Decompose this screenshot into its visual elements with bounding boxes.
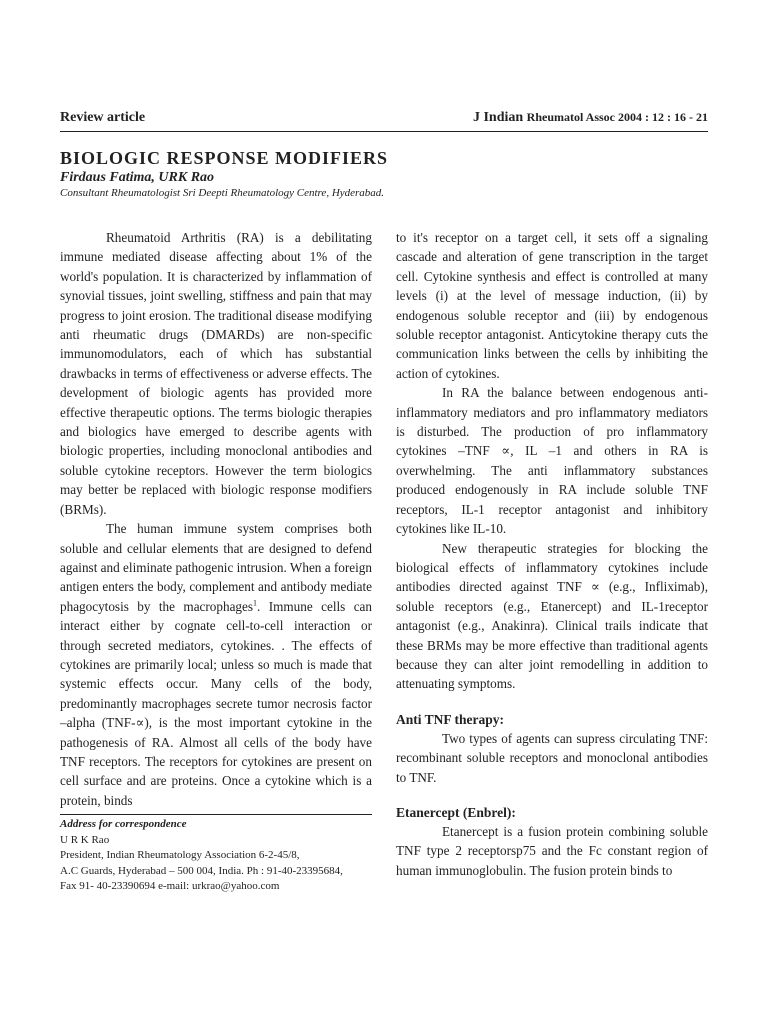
journal-details: Rheumatol Assoc 2004 : 12 : 16 - 21 bbox=[526, 110, 708, 124]
section-heading-etanercept: Etanercept (Enbrel): bbox=[396, 804, 516, 820]
correspondence-line: A.C Guards, Hyderabad – 500 004, India. Ph : 91-40-23395684, bbox=[60, 864, 343, 877]
paragraph-text: . Immune cells can interact either by cognate cell-to-cell interaction or through secreted mediators, cytokines. . The effects of cytokines are primarily local; unless so much is made that systemic effects occur. Many cells of the body, predominantly macrophages secrete tumor necrosis factor –alpha (TNF-∝), is the most important cytokine in the pathogenesis of RA. Almost all cells of the body have TNF receptors. The receptors for cytokines are present on cell surface and are proteins. Once a cytokine which is a protein, binds bbox=[60, 598, 373, 808]
correspondence-line: President, Indian Rheumatology Association 6-2-45/8, bbox=[60, 849, 300, 861]
correspondence-name: U R K Rao bbox=[60, 833, 110, 846]
header-rule bbox=[60, 131, 708, 132]
footnote-rule bbox=[60, 814, 372, 815]
paragraph: New therapeutic strategies for blocking the biological effects of inflammatory cytokines include antibodies directed against TNF ∝ (e.g., Infliximab), soluble receptors (e.g., Etanercept) and IL-1receptor antagonist (e.g., Anakinra). Clinical trails indicate that these BRMs may be more effective than traditional agents because they can alter joint remodelling in addition to attenuating symptoms. bbox=[396, 540, 708, 692]
paragraph: Two types of agents can supress circulating TNF: recombinant soluble receptors and monoclonal antibodies to TNF. bbox=[396, 730, 708, 785]
affiliation: Consultant Rheumatologist Sri Deepti Rheumatology Centre, Hyderabad. bbox=[60, 187, 385, 199]
paragraph: Etanercept is a fusion protein combining soluble TNF type 2 receptorsp75 and the Fc constant region of human immunoglobulin. The fusion protein binds to bbox=[396, 823, 708, 878]
section-spacer bbox=[396, 694, 708, 710]
paragraph bbox=[60, 519, 372, 810]
paragraph: In RA the balance between endogenous anti-inflammatory mediators and pro inflammatory mediators is disturbed. The production of pro inflammatory cytokines –TNF ∝, IL –1 and others in RA is overwhelming. The anti inflammatory substances produced endogenously in RA include soluble TNF receptors, IL-1 receptor antagonist and inhibitory cytokines like IL-10. bbox=[396, 385, 708, 537]
section-heading-anti-tnf: Anti TNF therapy: bbox=[396, 711, 504, 727]
authors: Firdaus Fatima, URK Rao bbox=[60, 170, 215, 185]
paragraph: to it's receptor on a target cell, it sets off a signaling cascade and alteration of gene transcription in the target cell. Cytokine synthesis and effect is controlled at many levels (i) at the level of message induction, (ii) by endogenous soluble receptor and (iii) by endogenous soluble receptor antagonist. Anticytokine therapy cuts the communication links between the cells by inhibiting the action of cytokines. bbox=[396, 230, 708, 381]
left-column bbox=[60, 228, 372, 810]
correspondence-line: Fax 91- 40-23390694 e-mail: urkrao@yahoo.com bbox=[60, 880, 280, 892]
running-header bbox=[60, 110, 708, 130]
section-spacer bbox=[396, 787, 708, 803]
paragraph-text: The human immune system comprises both soluble and cellular elements that are designed to defend against and eliminate pathogenic intrusion. When a foreign antigen enters the body, complement and antibody mediate phagocytosis by the macrophages bbox=[60, 521, 372, 614]
correspondence-block bbox=[60, 817, 372, 895]
article-title: BIOLOGIC RESPONSE MODIFIERS bbox=[60, 148, 389, 168]
article-type: Review article bbox=[60, 110, 146, 125]
reference-marker: 1 bbox=[253, 598, 258, 608]
journal-citation bbox=[473, 110, 708, 126]
right-column bbox=[396, 228, 708, 880]
correspondence-heading: Address for correspondence bbox=[60, 818, 187, 830]
journal-prefix: J Indian bbox=[472, 110, 527, 125]
paragraph: Rheumatoid Arthritis (RA) is a debilitating immune mediated disease affecting about 1% of the world's population. It is characterized by inflammation of synovial tissues, joint swelling, stiffness and pain that may progress to joint erosion. The traditional disease modifying anti rheumatic drugs (DMARDs) are non-specific immunomodulators, each of which has substantial drawbacks in terms of effectiveness or adverse effects. The development of biologic agents has provided more effective therapeutic options. The terms biologic therapies and biologics have emerged to describe agents with biologic properties, including monoclonal antibodies and soluble cytokine receptors. However the term biologics may better be replaced with biologic response modifiers (BRMs). bbox=[60, 230, 372, 517]
